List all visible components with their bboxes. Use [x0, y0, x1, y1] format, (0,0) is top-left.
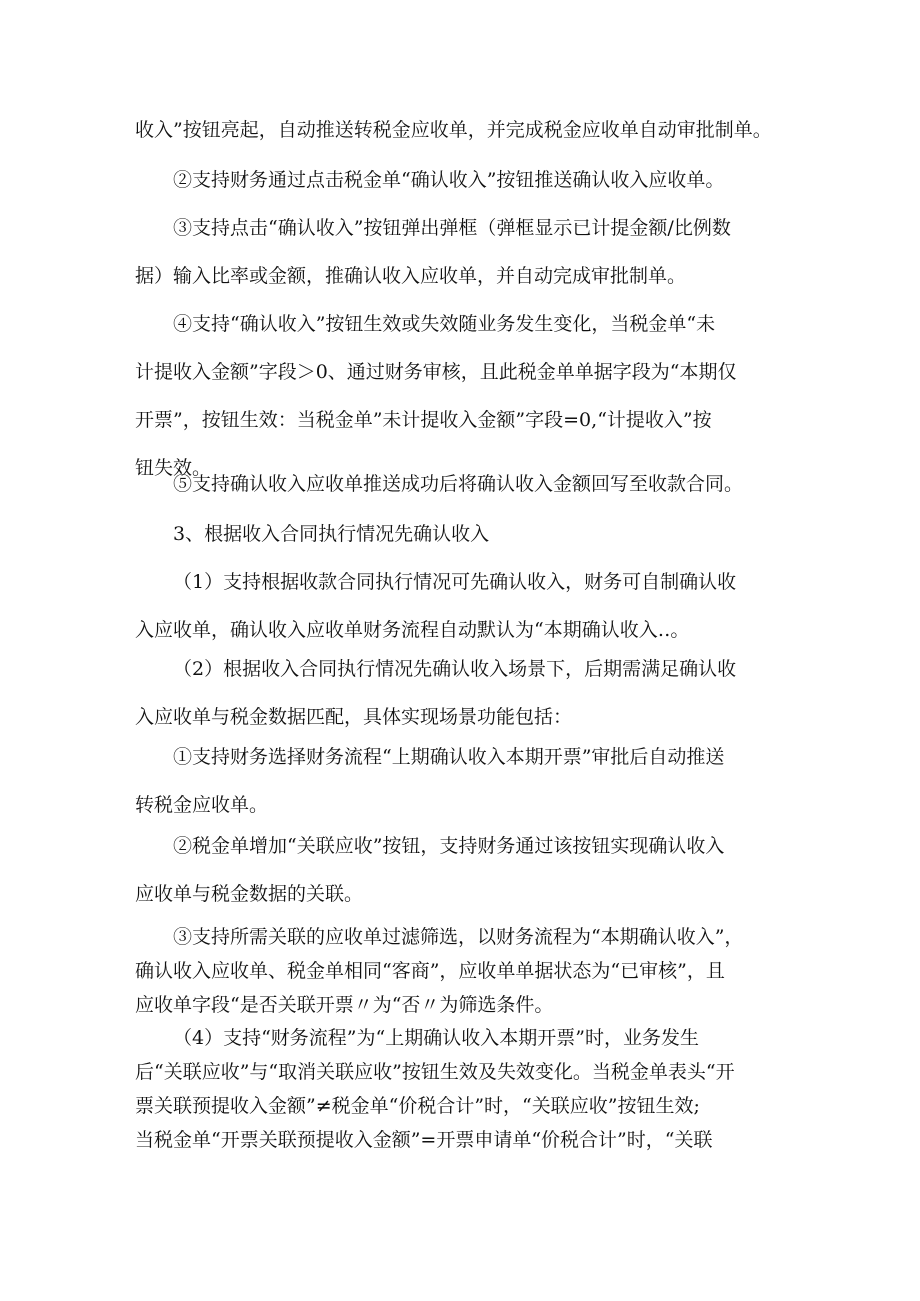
text-line: ④支持“确认收入”按钮生效或失效随业务发生变化，当税金单“未: [173, 313, 716, 335]
text-line: 收入”按钮亮起，自动推送转税金应收单，并完成税金应收单自动审批制单。: [135, 119, 772, 141]
text-line: ③支持点击“确认收入”按钮弹出弹框（弹框显示已计提金额/比例数: [173, 217, 731, 239]
paragraph-7: [135, 569, 790, 643]
text-line: 当税金单“开票关联预提收入金额”=开票申请单“价税合计”时，“关联: [135, 1129, 713, 1151]
text-line: 转税金应收单。: [135, 794, 269, 816]
paragraph-10: [135, 833, 790, 907]
text-line: 钮失效。: [135, 457, 212, 479]
text-line: ②支持财务通过点击税金单“确认收入”按钮推送确认收入应收单。: [173, 169, 725, 191]
text-line: 后“关联应收”与“取消关联应收”按钮生效及失效变化。当税金单表头“开: [135, 1061, 735, 1083]
text-line: ③支持所需关联的应收单过滤筛选，以财务流程为“本期确认收入”，: [173, 926, 744, 948]
text-line: 计提收入金额”字段＞0、通过财务审核，且此税金单单据字段为“本期仅: [135, 361, 737, 383]
paragraph-2: [135, 167, 790, 193]
text-line: 应收单字段“是否关联开票〃为“否〃为筛选条件。: [135, 994, 554, 1016]
text-line: 票关联预提收入金额”≠税金单“价税合计”时，“关联应收”按钮生效;: [135, 1095, 700, 1117]
text-line: （2）根据收入合同执行情况先确认收入场景下，后期需满足确认收: [173, 658, 737, 680]
text-line: ②税金单增加“关联应收”按钮，支持财务通过该按钮实现确认收入: [173, 835, 725, 857]
text-line: 确认收入应收单、税金单相同“客商”，应收单单据状态为“已审核”，且: [135, 960, 725, 982]
paragraph-3: [135, 215, 790, 289]
text-line: 入应收单与税金数据匹配，具体实现场景功能包括：: [135, 706, 573, 728]
section-heading: [135, 521, 790, 547]
paragraph-1: [135, 117, 790, 143]
text-line: 应收单与税金数据的关联。: [135, 883, 364, 905]
text-line: （4）支持“财务流程”为“上期确认收入本期开票”时，业务发生: [173, 1027, 699, 1049]
text-line: 据）输入比率或金额，推确认收入应收单，并自动完成审批制单。: [135, 265, 687, 287]
paragraph-9: [135, 744, 790, 818]
text-line: ⑤支持确认收入应收单推送成功后将确认收入金额回写至收款合同。: [173, 473, 744, 495]
text-line: 3、根据收入合同执行情况先确认收入: [173, 523, 490, 545]
paragraph-4: [135, 311, 790, 481]
text-line: （1）支持根据收款合同执行情况可先确认收入，财务可自制确认收: [173, 571, 737, 593]
paragraph-12: [135, 1025, 790, 1153]
paragraph-8: [135, 656, 790, 730]
paragraph-11: [135, 924, 790, 1018]
text-line: 入应收单，确认收入应收单财务流程自动默认为“本期确认收入‥。: [135, 619, 690, 641]
text-line: ①支持财务选择财务流程“上期确认收入本期开票”审批后自动推送: [173, 746, 725, 768]
paragraph-5: [135, 471, 790, 497]
text-line: 开票”，按钮生效：当税金单”未计提收入金额”字段=0,“计提收入”按: [135, 409, 712, 431]
